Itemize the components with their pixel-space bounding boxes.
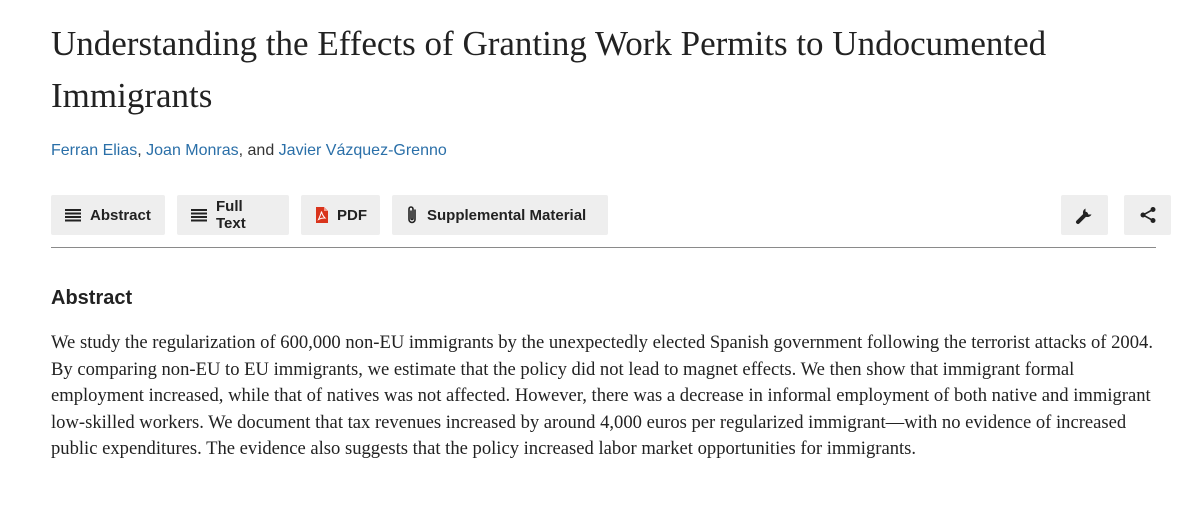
paperclip-icon	[406, 205, 418, 225]
pdf-button-label: PDF	[337, 206, 367, 224]
abstract-text: We study the regularization of 600,000 non-EU immigrants by the unexpectedly elected Spanish government following the terrorist attacks of 2004. By comparing non-EU to EU immigrants, we estimate that the policy did not lead to magnet effects. We then show that immigrant formal employment increased, while that of natives was not affected. However, there was a decrease in informal employment of both native and immigrant low-skilled workers. We document that tax revenues increased by around 4,000 euros per regularized immigrant—with no evidence of increased public expenditures. The evidence also suggests that the policy increased labor market opportunities for immigrants.	[51, 332, 1153, 459]
lines-icon	[65, 208, 81, 222]
abstract-heading: Abstract	[51, 287, 133, 309]
lines-icon	[191, 208, 207, 222]
share-button[interactable]	[1124, 195, 1171, 235]
wrench-icon	[1075, 205, 1095, 225]
author-link-1[interactable]: Ferran Elias	[51, 142, 138, 159]
supplemental-material-button-label: Supplemental Material	[427, 206, 587, 224]
author-list	[51, 139, 447, 163]
article-toolbar	[51, 195, 1156, 237]
pdf-icon	[315, 207, 328, 223]
abstract-button-label: Abstract	[90, 206, 151, 224]
author-link-3[interactable]: Javier Vázquez-Grenno	[278, 142, 447, 159]
tools-button[interactable]	[1061, 195, 1108, 235]
toolbar-divider	[51, 247, 1156, 248]
abstract-button[interactable]	[51, 195, 165, 235]
author-separator: , and	[238, 142, 279, 159]
author-link-2[interactable]: Joan Monras	[146, 142, 239, 159]
pdf-button[interactable]	[301, 195, 380, 235]
share-icon	[1138, 205, 1158, 225]
author-separator: ,	[137, 142, 147, 159]
full-text-button-label: Full Text	[216, 198, 246, 232]
supplemental-material-button[interactable]	[392, 195, 608, 235]
full-text-button[interactable]	[177, 195, 289, 235]
article-title: Understanding the Effects of Granting Work Permits to Undocumented Immigrants	[51, 24, 1047, 115]
